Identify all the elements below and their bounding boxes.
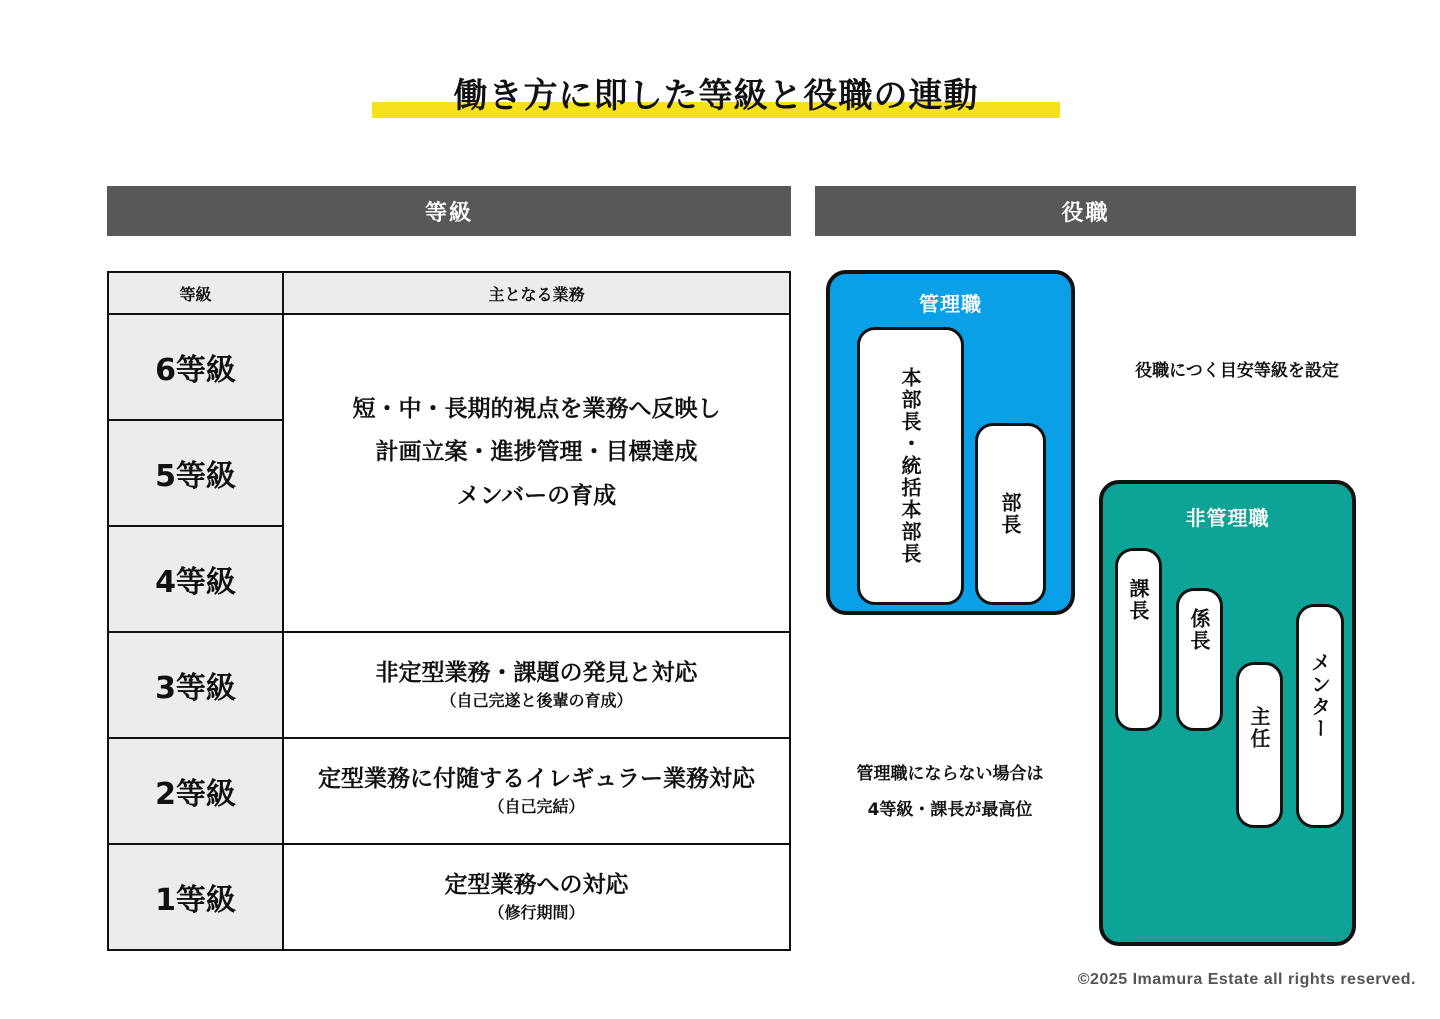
- role-pill-department-head: [975, 423, 1046, 605]
- duty-grade-1: [283, 844, 790, 950]
- duty-line: 短・中・長期的視点を業務へ反映し: [352, 395, 721, 422]
- position-section-header: 役職: [815, 186, 1356, 236]
- grade-3: 3等級: [108, 632, 283, 738]
- role-label: 本部長・統括本部長: [898, 367, 922, 565]
- non-management-box: [1099, 480, 1356, 946]
- table-header-row: [108, 272, 790, 314]
- management-label: 管理職: [919, 292, 982, 316]
- duty-grade-3: [283, 632, 790, 738]
- management-box: [826, 270, 1075, 615]
- role-pill-subsection-chief: [1176, 588, 1223, 731]
- role-label: 部長: [998, 492, 1022, 536]
- role-pill-mentor: [1296, 604, 1344, 828]
- grade-5: 5等級: [108, 420, 283, 526]
- role-label: 課長: [1126, 577, 1150, 622]
- role-pill-chief: [1236, 662, 1283, 828]
- role-pill-head-of-division: [857, 327, 964, 605]
- col-grade-header: 等級: [108, 272, 283, 314]
- duty-main: 非定型業務・課題の発見と対応: [375, 659, 698, 686]
- role-pill-section-chief: [1115, 548, 1162, 731]
- non-management-label: 非管理職: [1185, 506, 1270, 530]
- non-manager-note-line1: 管理職にならない場合は: [856, 764, 1044, 784]
- col-duty-header: 主となる業務: [283, 272, 790, 314]
- table-row: [108, 844, 790, 950]
- duty-sub: （自己完遂と後輩の育成）: [440, 691, 633, 711]
- grade-4: 4等級: [108, 526, 283, 632]
- title-area: [372, 64, 1060, 120]
- role-label: 主任: [1247, 705, 1271, 750]
- grade-section-header: 等級: [107, 186, 791, 236]
- grade-table: [107, 271, 791, 951]
- duty-upper-grades: [283, 314, 790, 632]
- duty-sub: （自己完結）: [488, 797, 585, 817]
- duty-line: 計画立案・進捗管理・目標達成: [375, 439, 698, 466]
- target-grade-note: 役職につく目安等級を設定: [1135, 361, 1339, 381]
- grade-2: 2等級: [108, 738, 283, 844]
- duty-line: メンバーの育成: [456, 482, 617, 509]
- grade-6: 6等級: [108, 314, 283, 420]
- non-manager-note-line2: 4等級・課長が最高位: [867, 800, 1033, 820]
- duty-main: 定型業務への対応: [444, 871, 629, 898]
- duty-sub: （修行期間）: [488, 903, 585, 923]
- grade-1: 1等級: [108, 844, 283, 950]
- table-row: [108, 738, 790, 844]
- page-title: 働き方に即した等級と役職の連動: [453, 76, 979, 116]
- role-label: 係長: [1187, 607, 1211, 652]
- table-row: [108, 632, 790, 738]
- duty-grade-2: [283, 738, 790, 844]
- copyright-notice: ©2025 Imamura Estate all rights reserved.: [1077, 971, 1416, 988]
- duty-main: 定型業務に付随するイレギュラー業務対応: [318, 765, 755, 792]
- table-row: [108, 314, 790, 420]
- role-label: メンター: [1307, 652, 1332, 740]
